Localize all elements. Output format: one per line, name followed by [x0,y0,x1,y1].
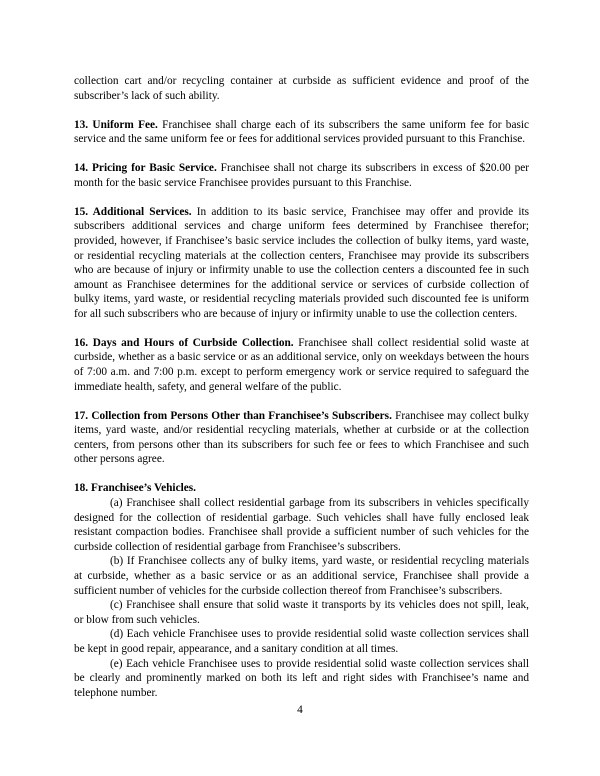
section-heading: 17. Collection from Persons Other than Franchisee’s Subscribers. [74,409,392,422]
section-text: In addition to its basic service, Franchisee may offer and provide its subscribers additional services and charge uniform fees determined by Franchisee therefor; provided, however, if Franchisee’s basic service includes the collection of bulky items, yard waste, or residential recycling materials at the collection centers, Franchisee may provide its subscribers who are because of injury or infirmity unable to use the collection centers a discounted fee in such amount as Franchisee determines for the additional service or services of curbside collection of bulky items, yard waste, or residential recycling materials provided such discounted fee is uniform for all such subscribers who are because of injury or infirmity unable to use the collection centers. [74,205,529,320]
section-15-additional-services [74,205,529,322]
subsection-a: (a) Franchisee shall collect residential garbage from its subscribers in vehicles specifically designed for the collection of residential garbage. Such vehicles shall have fully enclosed leak resistant compaction bodies. Franchisee shall provide a sufficient number of such vehicles for the curbside collection of residential garbage from Franchisee’s subscribers. [74,497,529,553]
section-heading: 15. Additional Services. [74,205,192,218]
section-heading: 13. Uniform Fee. [74,118,158,131]
section-heading: 16. Days and Hours of Curbside Collection. [74,336,294,349]
subsection-e: (e) Each vehicle Franchisee uses to provide residential solid waste collection services shall be clearly and prominently marked on both its left and right sides with Franchisee’s name and telephone number. [74,657,529,699]
section-18-franchisee-vehicles [74,481,529,700]
section-13-uniform-fee [74,118,529,147]
section-14-pricing-basic-service [74,161,529,190]
section-16-days-hours-collection [74,336,529,394]
subsection-b: (b) If Franchisee collects any of bulky items, yard waste, or residential recycling materials at curbside, whether as a basic service or as an additional service, Franchisee shall provide a sufficient number of vehicles for the curbside collection thereof from Franchisee’s subscribers. [74,555,529,597]
document-page [74,74,529,700]
section-text: Franchisee shall collect residential solid waste at curbside, whether as a basic service or as an additional service, only on weekdays between the hours of 7:00 a.m. and 7:00 p.m. except to perform emergency work or service required to safeguard the immediate health, safety, and general welfare of the public. [74,336,530,393]
section-text: Franchisee may collect bulky items, yard waste, and/or residential recycling materials, whether at curbside or at the collection centers, from persons other than its subscribers for such fee or fees to which Franchisee and such other persons agree. [74,409,529,466]
section-heading: 14. Pricing for Basic Service. [74,162,217,175]
section-heading: 18. Franchisee’s Vehicles. [74,482,196,495]
subsection-c: (c) Franchisee shall ensure that solid waste it transports by its vehicles does not spill, leak, or blow from such vehicles. [74,599,529,626]
section-text: Franchisee shall not charge its subscribers in excess of $20.00 per month for the basic service Franchisee provides pursuant to this Franchise. [74,162,529,189]
section-17-collection-other-persons [74,409,529,467]
subsection-d: (d) Each vehicle Franchisee uses to provide residential solid waste collection services shall be kept in good repair, appearance, and a sanitary condition at all times. [74,628,529,655]
page-number: 4 [297,704,303,716]
intro-paragraph: collection cart and/or recycling container at curbside as sufficient evidence and proof of the subscriber’s lack of such ability. [74,75,529,102]
section-text: Franchisee shall charge each of its subscribers the same uniform fee for basic service and the same uniform fee or fees for additional services provided pursuant to this Franchise. [74,118,530,146]
